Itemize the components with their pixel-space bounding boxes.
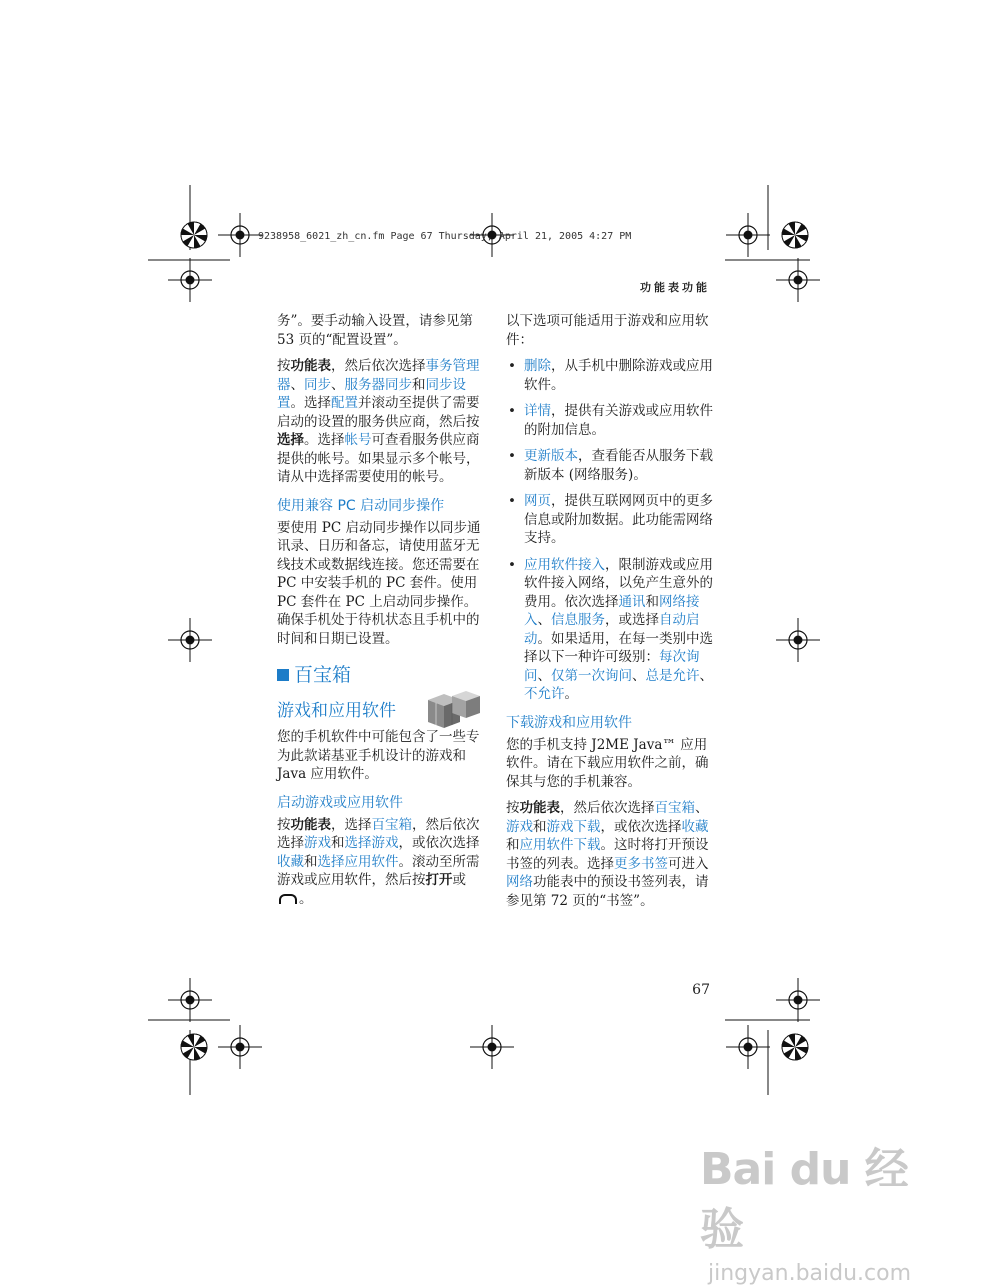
text: 和 [331,835,345,851]
text: 。如果适用，在每一类别中选择以下一种许可级别： [524,630,713,665]
paragraph-start-game [277,816,483,909]
text: ，从手机中删除游戏或应用软件。 [524,358,713,393]
link-term: 详情 [524,403,551,419]
link-term: 游戏 [304,835,331,851]
link-term: 仅第一次询问 [551,667,632,684]
link-term: 自动启动 [524,612,700,647]
page-number: 67 [692,982,710,998]
paragraph-sync-menu [277,357,483,487]
list-item [506,402,714,439]
paragraph-games-intro: 您的手机软件中可能包含了一些专为此款诺基亚手机设计的游戏和 Java 应用软件。 [277,729,480,782]
link-term: 配置 [331,395,358,411]
text: 可进入 [668,855,709,872]
link-term: 网络接入 [524,593,700,628]
text: ，或依次选择 [398,835,480,851]
list-item [506,492,714,548]
text: 、 [331,376,345,393]
text: 和 [506,837,520,853]
link-term: 选择游戏 [344,835,399,851]
text: 。选择 [304,432,345,448]
paragraph-download-menu [506,799,714,910]
text: ，查看能否从服务下载新版本 (网络服务)。 [524,448,713,483]
link-term: 收藏 [277,853,304,870]
text: 和 [304,853,318,870]
text: 、 [537,612,551,628]
baidu-watermark [700,1140,940,1286]
section-title-text: 百宝箱 [294,664,352,686]
link-term: 信息服务 [551,612,605,628]
heading-games-apps: 游戏和应用软件 [277,701,396,721]
options-list [506,357,714,704]
heading-pc-sync: 使用兼容 PC 启动同步操作 [277,497,445,514]
section-square-icon [277,669,289,681]
menu-term: 功能表 [519,800,560,816]
text: ，限制游戏或应用软件接入网络，以免产生意外的费用。依次选择 [524,556,713,610]
text: ，然后依次选择 [331,358,426,374]
watermark-url: jingyan.baidu.com [708,1261,912,1286]
text: 、 [632,667,646,684]
menu-term: 选择 [277,432,304,448]
link-term: 删除 [524,358,551,374]
link-term: 应用软件下载 [519,837,601,853]
heading-download: 下载游戏和应用软件 [506,714,632,731]
text: ，或依次选择 [600,818,682,835]
link-term: 百宝箱 [654,800,695,816]
link-term: 服务器同步 [344,376,412,393]
text: 按 [277,816,291,833]
list-item [506,556,714,704]
paragraph-config-ref: 务”。要手动输入设置，请参见第 53 页的“配置设置”。 [277,313,473,348]
text: 、 [699,667,713,684]
text: 按 [277,358,291,374]
text: ，选择 [331,816,372,833]
text: 、 [290,376,304,393]
link-term: 事务管理器 [277,358,480,393]
text: 并滚动至提供了需要启动的设置的服务供应商，然后按 [277,395,480,430]
right-column [506,312,714,918]
text: 。选择 [290,395,331,411]
link-term: 通讯 [618,593,646,610]
text: 和 [645,593,659,610]
link-term: 百宝箱 [371,816,412,833]
link-term: 同步设置 [277,376,466,411]
link-term: 每次询问 [524,649,700,684]
paragraph-pc-sync: 要使用 PC 启动同步操作以同步通讯录、日历和备忘，请使用蓝牙无线技术或数据线连接。您还需要在 PC 中安装手机的 PC 套件。使用 PC 套件在 PC 上启动同步操作。确保手机处于待机状态且手机中的时间和日期已设置。 [277,519,481,647]
call-key-icon [279,894,297,904]
link-term: 同步 [304,376,331,393]
section-title-apps [277,662,483,688]
text: 。这时将打开预设书签的列表。选择 [506,837,709,872]
paragraph-download-intro: 您的手机支持 J2ME Java™ 应用软件。请在下载应用软件之前，确保其与您的手机兼容。 [506,736,709,790]
text: 或 [452,872,466,888]
text: 。滚动至所需游戏或应用软件，然后按 [277,853,480,888]
text: ，提供互联网网页中的更多信息或附加数据。此功能需网络支持。 [524,493,713,546]
link-term: 应用软件接入 [524,556,605,573]
text: 、 [537,667,551,684]
text: 。 [564,686,578,702]
text: 功能表中的预设书签列表，请参见第 72 页的“书签”。 [506,874,709,909]
text: 。 [299,890,313,907]
left-column [277,312,483,916]
link-term: 不允许 [524,686,565,702]
text: 和 [412,376,426,393]
watermark-logo: Bai du 经验 [700,1144,908,1255]
link-term: 更多书签 [614,855,668,872]
link-term: 网页 [524,493,551,509]
menu-term: 功能表 [290,816,331,833]
menu-term: 打开 [425,872,453,888]
heading-start-game: 启动游戏或应用软件 [277,794,403,811]
text: 、 [695,800,709,816]
link-term: 选择应用软件 [317,853,399,870]
app-cubes-icon [426,690,482,730]
link-term: 收藏 [681,818,709,835]
text: ，提供有关游戏或应用软件的附加信息。 [524,403,713,438]
running-head: 功能表功能 [640,281,710,294]
link-term: 网络 [506,874,533,890]
link-term: 总是允许 [645,667,700,684]
menu-term: 功能表 [290,358,331,374]
text: 和 [533,818,547,835]
paragraph-options-intro: 以下选项可能适用于游戏和应用软件： [506,313,709,348]
link-term: 更新版本 [524,448,578,464]
link-term: 游戏下载 [546,818,601,835]
list-item [506,357,714,394]
link-term: 游戏 [506,818,533,835]
text: ，或选择 [605,612,659,628]
link-term: 帐号 [344,432,372,448]
text: 可查看服务供应商提供的帐号。如果显示多个帐号，请从中选择需要使用的帐号。 [277,432,480,485]
print-file-info: 9238958_6021_zh_cn.fm Page 67 Thursday, April 21, 2005 4:27 PM [258,231,632,242]
list-item [506,447,714,484]
text: ，然后依次选择 [560,800,655,816]
text: 按 [506,800,520,816]
text: ，然后依次选择 [277,816,480,851]
